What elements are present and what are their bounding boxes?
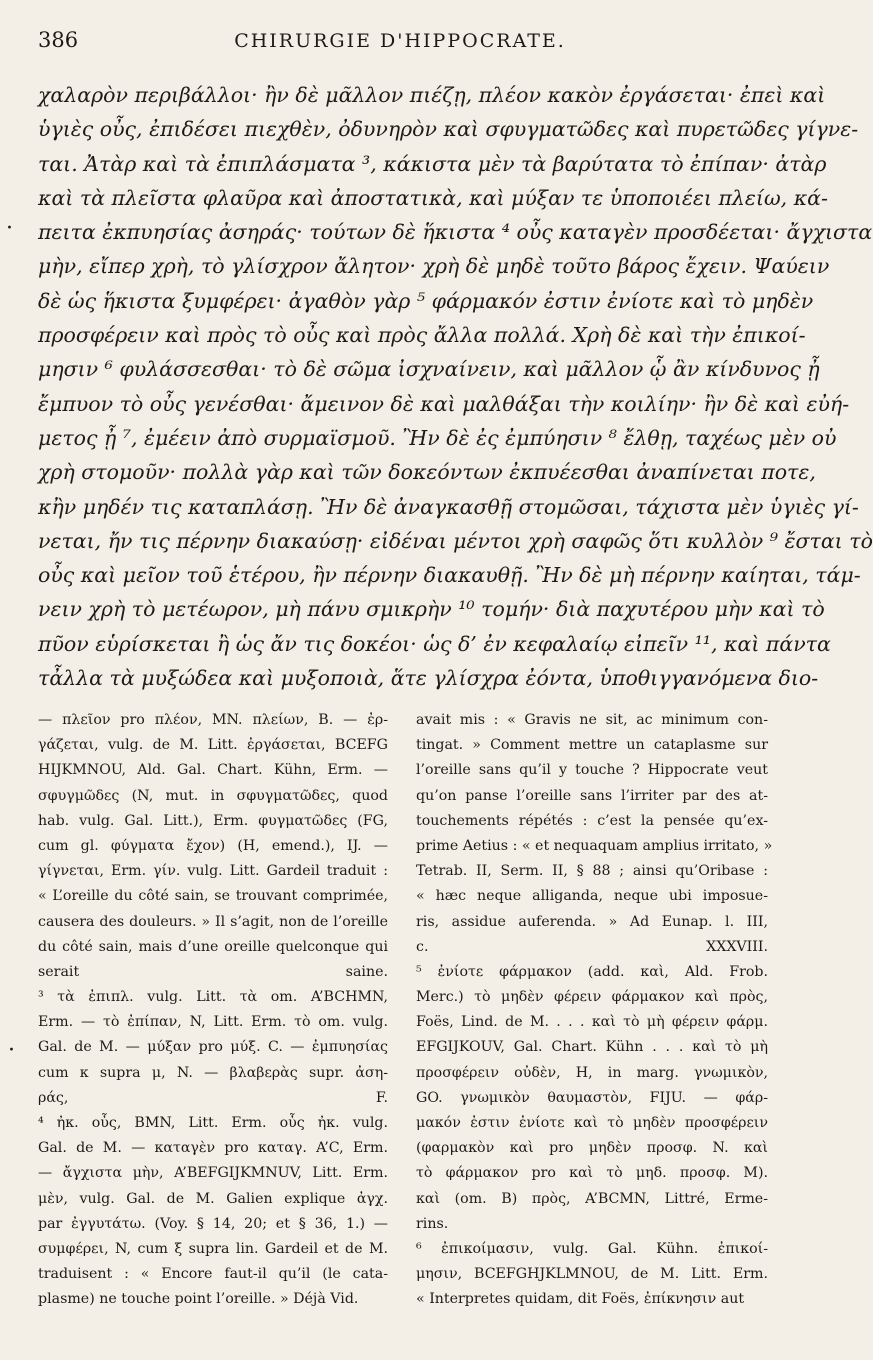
footnote-line: (φαρμακὸν καὶ pro μηδὲν προσφ. N. καὶ xyxy=(416,1140,768,1157)
greek-text-line: ἔμπυον τὸ οὖς γενέσθαι· ἄμεινον δὲ καὶ μαλθάξαι τὴν κοιλίην· ἢν δὲ καὶ εὐή- xyxy=(38,391,850,416)
footnote-line: ris, assidue auferenda. » Ad Eunap. l. III, xyxy=(416,913,768,930)
footnote-line: μακόν ἐστιν ἐνίοτε καὶ τὸ μηδὲν προσφέρειν xyxy=(416,1115,768,1131)
footnote-line: « hæc neque alliganda, neque ubi imposue- xyxy=(416,888,768,905)
footnote-line: du côté sain, mais d’une oreille quelconque qui xyxy=(38,938,388,955)
footnote-line: — ἄγχιστα μὴν, A’BEFGIJKMNUV, Litt. Erm. xyxy=(38,1165,388,1182)
greek-text-line: νεται, ἤν τις πέρνην διακαύσῃ· εἰδέναι μέντοι χρὴ σαφῶς ὅτι κυλλὸν ⁹ ἔσται τὸ xyxy=(38,528,873,553)
footnote-line: προσφέρειν οὐδὲν, H, in marg. γνωμικὸν, xyxy=(416,1064,768,1081)
footnote-line: Erm. — τὸ ἐπίπαν, N, Litt. Erm. τὸ om. vulg. xyxy=(38,1014,388,1031)
footnote-line: σφυγμῶδες (N, mut. in σφυγματῶδες, quod xyxy=(38,787,388,804)
greek-text-line: πῦον εὑρίσκεται ἢ ὡς ἄν τις δοκέοι· ὡς δ’ ἐν κεφαλαίῳ εἰπεῖν ¹¹, καὶ πάντα xyxy=(38,631,831,656)
footnote-line: γάζεται, vulg. de M. Litt. ἐργάσεται, BCEFG xyxy=(38,737,388,754)
footnote-line: « Interpretes quidam, dit Foës, ἐπίκνησιν aut xyxy=(416,1291,745,1308)
footnote-line: rins. xyxy=(416,1215,449,1232)
margin-mark: · xyxy=(6,216,13,241)
greek-text-line: προσφέρειν καὶ πρὸς τὸ οὖς καὶ πρὸς ἄλλα πολλά. Χρὴ δὲ καὶ τὴν ἐπικοί- xyxy=(38,323,806,348)
footnote-line: — πλεῖον pro πλέον, MN. πλείων, B. — ἐρ- xyxy=(38,712,388,728)
footnote-line: ⁶ ἐπικοίμασιν, vulg. Gal. Kühn. ἐπικοί- xyxy=(416,1240,768,1257)
greek-text-line: ὑγιὲς οὖς, ἐπιδέσει πιεχθὲν, ὀδυνηρὸν καὶ σφυγματῶδες καὶ πυρετῶδες γίγνε- xyxy=(38,117,859,142)
footnote-line: plasme) ne touche point l’oreille. » Déjà Vid. xyxy=(38,1291,359,1308)
footnote-line: tingat. » Comment mettre un cataplasme sur xyxy=(416,737,768,754)
greek-text-line: κἢν μηδέν τις καταπλάσῃ. Ἢν δὲ ἀναγκασθῇ στομῶσαι, τάχιστα μὲν ὑγιὲς γί- xyxy=(38,494,859,519)
footnote-line: par ἐγγυτάτω. (Voy. § 14, 20; et § 36, 1.) — xyxy=(38,1215,388,1232)
footnote-line: cum κ supra μ, N. — βλαβερὰς supr. ἀση- xyxy=(38,1064,388,1081)
greek-text-line: δὲ ὡς ἥκιστα ξυμφέρει· ἀγαθὸν γὰρ ⁵ φάρμακόν ἐστιν ἐνίοτε καὶ τὸ μηδὲν xyxy=(38,288,814,313)
footnote-line: Gal. de M. — μύξαν pro μύξ. C. — ἐμπυησίας xyxy=(38,1039,388,1056)
footnote-line: μὲν, vulg. Gal. de M. Galien explique ἀγχ. xyxy=(38,1190,388,1207)
page-header xyxy=(38,28,762,62)
greek-text-line: μησιν ⁶ φυλάσσεσθαι· τὸ δὲ σῶμα ἰσχναίνειν, καὶ μᾶλλον ᾧ ἂν κίνδυνος ᾖ xyxy=(38,357,820,382)
footnote-line: ράς, F. xyxy=(38,1089,388,1106)
greek-text-line: νειν χρὴ τὸ μετέωρον, μὴ πάνυ σμικρὴν ¹⁰ τομήν· διὰ παχυτέρου μὴν καὶ τὸ xyxy=(38,597,825,622)
footnote-line: GO. γνωμικὸν θαυμαστὸν, FIJU. — φάρ- xyxy=(416,1089,768,1106)
footnote-line: Tetrab. II, Serm. II, § 88 ; ainsi qu’Oribase : xyxy=(416,863,768,880)
footnote-line: τὸ φάρμακον pro καὶ τὸ μηδ. προσφ. M). xyxy=(416,1165,768,1182)
footnote-line: Foës, Lind. de M. . . . καὶ τὸ μὴ φέρειν φάρμ. xyxy=(416,1014,768,1031)
footnote-line: c. XXXVIII. xyxy=(416,938,768,955)
footnote-line: EFGIJKOUV, Gal. Chart. Kühn . . . καὶ τὸ μὴ xyxy=(416,1039,768,1056)
footnote-line: ³ τὰ ἐπιπλ. vulg. Litt. τὰ om. A’BCHMN, xyxy=(38,989,388,1006)
greek-text-body xyxy=(38,78,873,695)
footnote-line: cum gl. φύγματα ἔχον) (H, emend.), IJ. — xyxy=(38,837,388,854)
greek-text-line: καὶ τὰ πλεῖστα φλαῦρα καὶ ἀποστατικὰ, καὶ μύξαν τε ὑποποιέει πλείω, κά- xyxy=(38,185,828,210)
footnotes-left-column xyxy=(38,708,388,1313)
footnotes xyxy=(38,708,773,1348)
footnote-line: καὶ (om. B) πρὸς, A’BCMN, Littré, Erme- xyxy=(416,1190,768,1207)
footnote-line: causera des douleurs. » Il s’agit, non de l’oreille xyxy=(38,913,388,930)
page-number: 386 xyxy=(38,28,79,52)
greek-text-line: χρὴ στομοῦν· πολλὰ γὰρ καὶ τῶν δοκεόντων ἐκπυέεσθαι ἀναπίνεται ποτε, xyxy=(38,460,816,485)
footnote-line: μησιν, BCEFGHJKLMNOU, de M. Litt. Erm. xyxy=(416,1266,768,1283)
footnote-line: l’oreille sans qu’il y touche ? Hippocrate veut xyxy=(416,762,768,779)
footnote-line: ⁵ ἐνίοτε φάρμακον (add. καὶ, Ald. Frob. xyxy=(416,963,768,980)
greek-text-line: πειτα ἐκπυησίας ἀσηράς· τούτων δὲ ἥκιστα ⁴ οὖς καταγὲν προσδέεται· ἄγχιστα xyxy=(38,220,873,245)
footnote-line: HIJKMNOU, Ald. Gal. Chart. Kühn, Erm. — xyxy=(38,762,388,779)
footnote-line: traduisent : « Encore faut-il qu’il (le cata- xyxy=(38,1266,388,1283)
margin-mark: · xyxy=(8,1038,15,1063)
footnote-line: touchements répétés : c’est la pensée qu’ex- xyxy=(416,812,768,829)
footnote-line: γίγνεται, Erm. γίν. vulg. Litt. Gardeil traduit : xyxy=(38,863,388,880)
footnote-line: συμφέρει, N, cum ξ supra lin. Gardeil et de M. xyxy=(38,1240,388,1257)
footnote-line: serait saine. xyxy=(38,963,388,980)
footnote-line: hab. vulg. Gal. Litt.), Erm. φυγματῶδες (FG, xyxy=(38,812,388,829)
greek-text-line: χαλαρὸν περιβάλλοι· ἢν δὲ μᾶλλον πιέζῃ, πλέον κακὸν ἐργάσεται· ἐπεὶ καὶ xyxy=(38,83,826,107)
footnote-line: qu’on panse l’oreille sans l’irriter par des at- xyxy=(416,787,768,804)
footnote-line: Merc.) τὸ μηδὲν φέρειν φάρμακον καὶ πρὸς, xyxy=(416,989,768,1006)
footnotes-right-column xyxy=(416,708,773,1313)
footnote-line: prime Aetius : « et nequaquam amplius irritato, » xyxy=(416,837,773,854)
greek-text-line: ται. Ἀτὰρ καὶ τὰ ἐπιπλάσματα ³, κάκιστα μὲν τὰ βαρύτατα τὸ ἐπίπαν· ἀτὰρ xyxy=(38,151,827,176)
running-title: CHIRURGIE D'HIPPOCRATE. xyxy=(234,30,566,52)
footnote-line: « L’oreille du côté sain, se trouvant comprimée, xyxy=(38,888,388,905)
footnote-line: avait mis : « Gravis ne sit, ac minimum con- xyxy=(416,712,768,728)
greek-text-line: μετος ᾖ ⁷, ἐμέειν ἀπὸ συρμαϊσμοῦ. Ἢν δὲ ἐς ἐμπύησιν ⁸ ἔλθῃ, ταχέως μὲν οὐ xyxy=(38,425,837,450)
greek-text-line: μὴν, εἴπερ χρὴ, τὸ γλίσχρον ἄλητον· χρὴ δὲ μηδὲ τοῦτο βάρος ἔχειν. Ψαύειν xyxy=(38,254,830,279)
greek-text-line: τἆλλα τὰ μυξώδεα καὶ μυξοποιὰ, ἅτε γλίσχρα ἐόντα, ὑποθιγγανόμενα διο- xyxy=(38,666,819,691)
footnote-line: Gal. de M. — καταγὲν pro καταγ. A’C, Erm. xyxy=(38,1140,388,1157)
footnote-line: ⁴ ἠκ. οὖς, BMN, Litt. Erm. οὖς ἠκ. vulg. xyxy=(38,1115,388,1131)
greek-text-line: οὖς καὶ μεῖον τοῦ ἑτέρου, ἢν πέρνην διακαυθῇ. Ἢν δὲ μὴ πέρνην καίηται, τάμ- xyxy=(38,563,861,588)
